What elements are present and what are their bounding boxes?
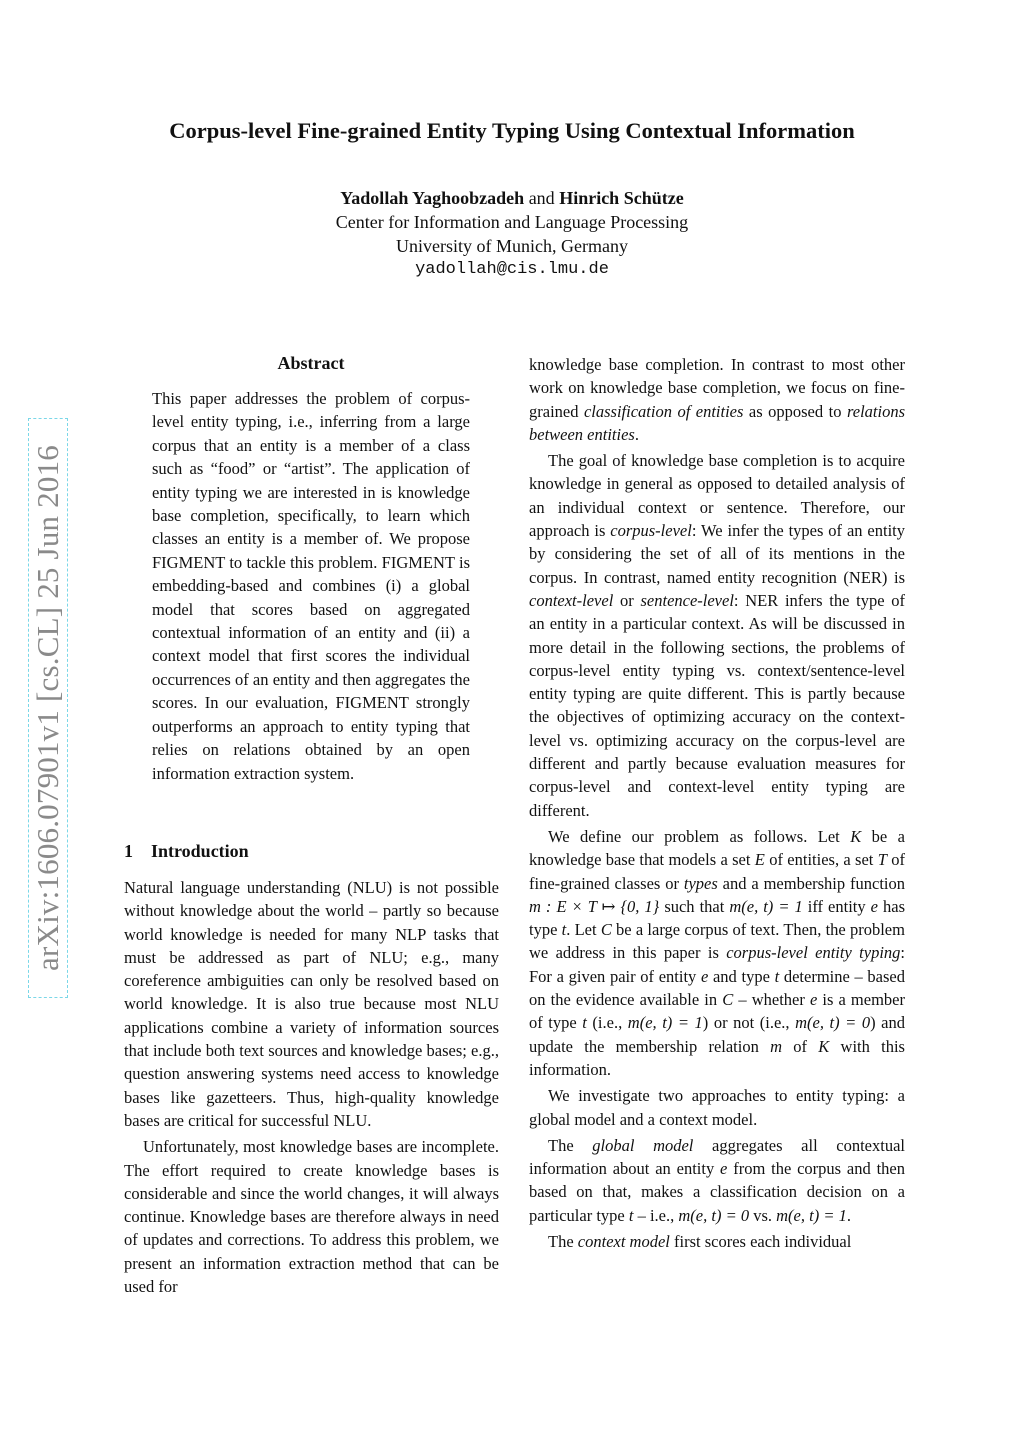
arxiv-identifier: arXiv:1606.07901v1 [cs.CL] 25 Jun 2016 <box>30 445 65 971</box>
paragraph: knowledge base completion. In contrast to most other work on knowledge base completion, we focus on fine-grained classification of entities as opposed to relations between entities. <box>529 355 905 444</box>
paragraph: Natural language understanding (NLU) is not possible without knowledge about the world – partly so because world knowledge is needed for many NLP tasks that must be addressed as part of NLU; e.g., many coreference ambiguities can only be resolved based on world knowledge. It is also true because most NLU applications combine a variety of information sources that include both text sources and knowledge bases; e.g., question answering systems need access to knowledge bases like gazetteers. Thus, high-quality knowledge bases are critical for successful NLU. <box>124 878 499 1130</box>
paragraph: The global model aggregates all contextual information about an entity e from the corpus and then based on that, makes a classification decision on a particular type t – i.e., m(e, t) = 0 vs. m(e, t) = 1. <box>529 1135 905 1225</box>
section-title: Introduction <box>151 841 249 861</box>
author-conjunction: and <box>524 188 560 208</box>
math-formula: m(e, t) = 0 <box>795 1013 871 1033</box>
right-column-body <box>529 353 905 1256</box>
author-name: Yadollah Yaghoobzadeh <box>340 188 525 208</box>
math-formula: m(e, t) = 1 <box>776 1205 847 1225</box>
author-line <box>0 186 1024 210</box>
math-formula: m(e, t) = 1 <box>627 1013 703 1033</box>
paper-title: Corpus-level Fine-grained Entity Typing Using Contextual Information <box>169 118 855 143</box>
paragraph: Unfortunately, most knowledge bases are incomplete. The effort required to create knowledge bases is considerable and since the world changes, it will always continue. Knowledge bases are therefore always in need of updates and corrections. To address this problem, we present an information extraction method that can be used for <box>124 1137 499 1297</box>
paragraph: The goal of knowledge base completion is to acquire knowledge in general as opposed to detailed analysis of an individual context or sentence. Therefore, our approach is corpus-level: We infer the types of an entity by considering the set of all of its mentions in the corpus. In contrast, named entity recognition (NER) is context-level or sentence-level: NER infers the type of an entity in a particular context. As will be discussed in more detail in the following sections, the problems of corpus-level entity typing vs. context/sentence-level entity typing are quite different. This is partly because the objectives of optimizing accuracy on the context-level vs. optimizing accuracy on the corpus-level are different and partly because evaluation measures for corpus-level and context-level entity typing are different. <box>529 451 906 820</box>
affiliation: Center for Information and Language Processing <box>335 212 689 232</box>
affiliation: University of Munich, Germany <box>396 236 628 256</box>
abstract-heading: Abstract <box>277 353 345 373</box>
arxiv-sidebar-stamp <box>28 418 68 998</box>
paragraph: We define our problem as follows. Let K be a knowledge base that models a set E of entities, a set T of fine-grained classes or types and a membership function m : E × T ↦ {0, 1} such that m(e, t) = 1 iff entity e has type t. Let C be a large corpus of text. Then, the problem we address in this paper is corpus-level entity typing: For a given pair of entity e and type t determine – based on the evidence available in C – whether e is a member of type t (i.e., m(e, t) = 1) or not (i.e., m(e, t) = 0) and update the membership relation m of K with this information. <box>529 826 906 1079</box>
paragraph: We investigate two approaches to entity typing: a global model and a context model. <box>529 1086 905 1129</box>
section-number: 1 <box>124 841 133 861</box>
author-email: yadollah@cis.lmu.de <box>415 260 609 279</box>
abstract-text: This paper addresses the problem of corpus-level entity typing, i.e., inferring from a large corpus that an entity is a member of a class such as “food” or “artist”. The application of entity typing we are interested in is knowledge base completion, specifically, to learn which classes an entity is a member of. We propose FIGMENT to tackle this problem. FIGMENT is embedding-based and combines (i) a global model that scores based on aggregated contextual information of an entity and (ii) a context model that first scores the individual occurrences of an entity and then aggregates the scores. In our evaluation, FIGMENT strongly outperforms an approach to entity typing that relies on relations obtained by an open information extraction system. <box>152 389 470 783</box>
math-formula: m : E × T ↦ {0, 1} <box>529 896 660 916</box>
left-column-body <box>124 876 499 1301</box>
section-heading <box>124 841 249 862</box>
author-name: Hinrich Schütze <box>559 188 684 208</box>
author-block <box>0 186 1024 282</box>
math-formula: m(e, t) = 1 <box>729 896 803 916</box>
paragraph: The context model first scores each individual <box>548 1231 852 1251</box>
math-formula: m(e, t) = 0 <box>678 1205 750 1225</box>
